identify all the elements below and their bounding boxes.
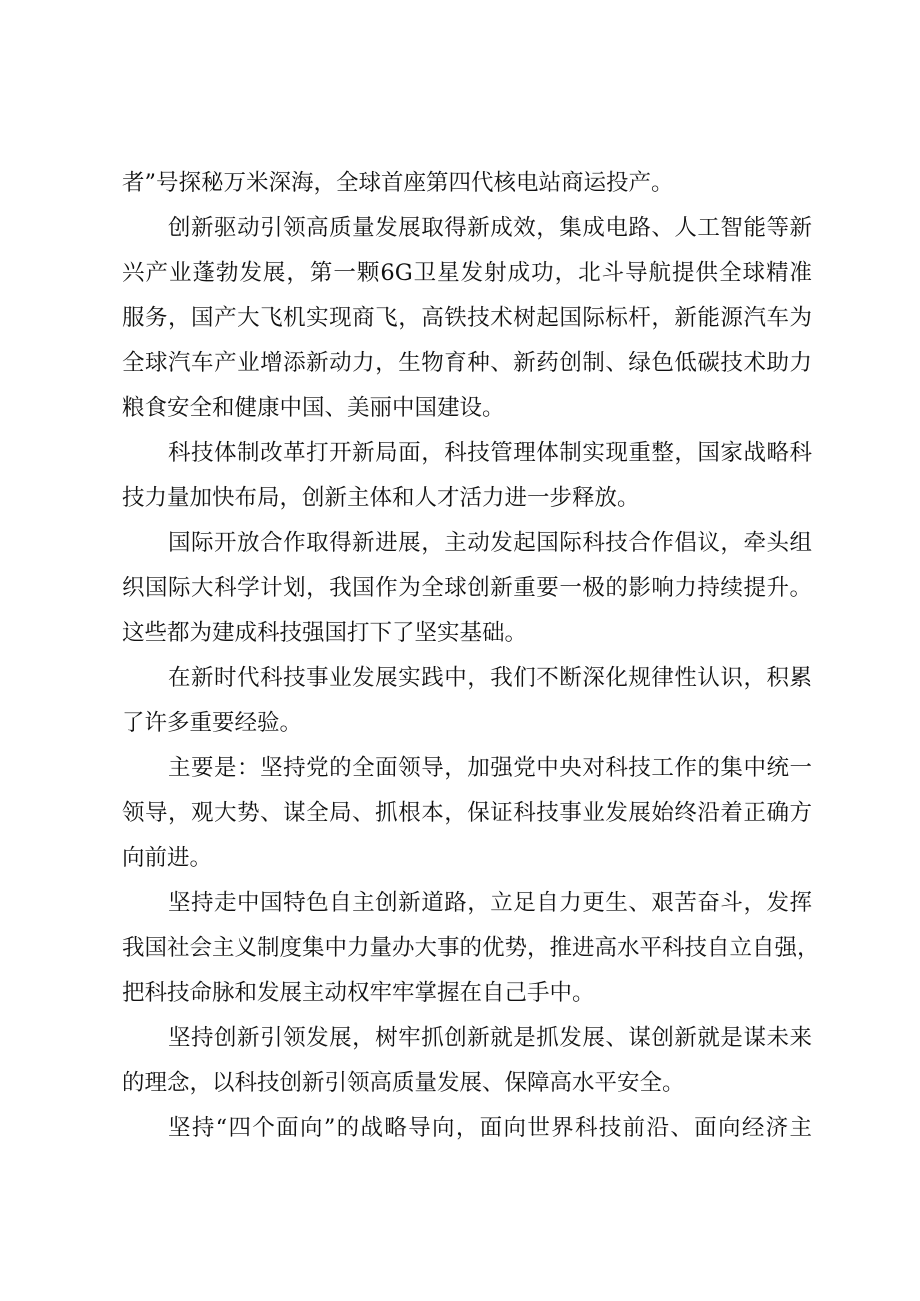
paragraph-6-line-2: 领导，观大势、谋全局、抓根本，保证科技事业发展始终沿着正确方: [122, 800, 812, 826]
paragraph-2-line-1: 创新驱动引领高质量发展取得新成效，集成电路、人工智能等新: [168, 215, 812, 241]
paragraph-8-line-1: 坚持创新引领发展，树牢抓创新就是抓发展、谋创新就是谋未来: [168, 1025, 812, 1051]
paragraph-7-line-2: 我国社会主义制度集中力量办大事的优势，推进高水平科技自立自强，: [122, 935, 820, 961]
paragraph-4-line-1: 国际开放合作取得新进展，主动发起国际科技合作倡议，牵头组: [168, 530, 812, 556]
paragraph-5-line-1: 在新时代科技事业发展实践中，我们不断深化规律性认识，积累: [168, 665, 812, 691]
paragraph-3-line-1: 科技体制改革打开新局面，科技管理体制实现重整，国家战略科: [168, 440, 812, 466]
paragraph-2-line-4: 全球汽车产业增添新动力，生物育种、新药创制、绿色低碳技术助力: [122, 350, 812, 376]
paragraph-1-line-1: 者”号探秘万米深海，全球首座第四代核电站商运投产。: [122, 170, 674, 196]
paragraph-2-line-3: 服务，国产大飞机实现商飞，高铁技术树起国际标杆，新能源汽车为: [122, 305, 812, 331]
paragraph-7-line-3: 把科技命脉和发展主动权牢牢掌握在自己手中。: [122, 980, 595, 1006]
paragraph-6-line-3: 向前进。: [122, 845, 213, 871]
paragraph-5-line-2: 了许多重要经验。: [122, 710, 303, 736]
paragraph-4-line-3: 这些都为建成科技强国打下了坚实基础。: [122, 620, 528, 646]
paragraph-7-line-1: 坚持走中国特色自主创新道路，立足自力更生、艰苦奋斗，发挥: [168, 890, 812, 916]
paragraph-3-line-2: 技力量加快布局，创新主体和人才活力进一步释放。: [122, 485, 640, 511]
paragraph-9-line-1: 坚持“四个面向”的战略导向，面向世界科技前沿、面向经济主: [168, 1115, 812, 1141]
paragraph-2-line-5: 粮食安全和健康中国、美丽中国建设。: [122, 395, 505, 421]
paragraph-4-line-2: 织国际大科学计划，我国作为全球创新重要一极的影响力持续提升。: [122, 575, 812, 601]
paragraph-6-line-1: 主要是：坚持党的全面领导，加强党中央对科技工作的集中统一: [168, 755, 812, 781]
paragraph-2-line-2: 兴产业蓬勃发展，第一颗6G卫星发射成功，北斗导航提供全球精准: [122, 260, 812, 286]
paragraph-8-line-2: 的理念，以科技创新引领高质量发展、保障高水平安全。: [122, 1070, 685, 1096]
